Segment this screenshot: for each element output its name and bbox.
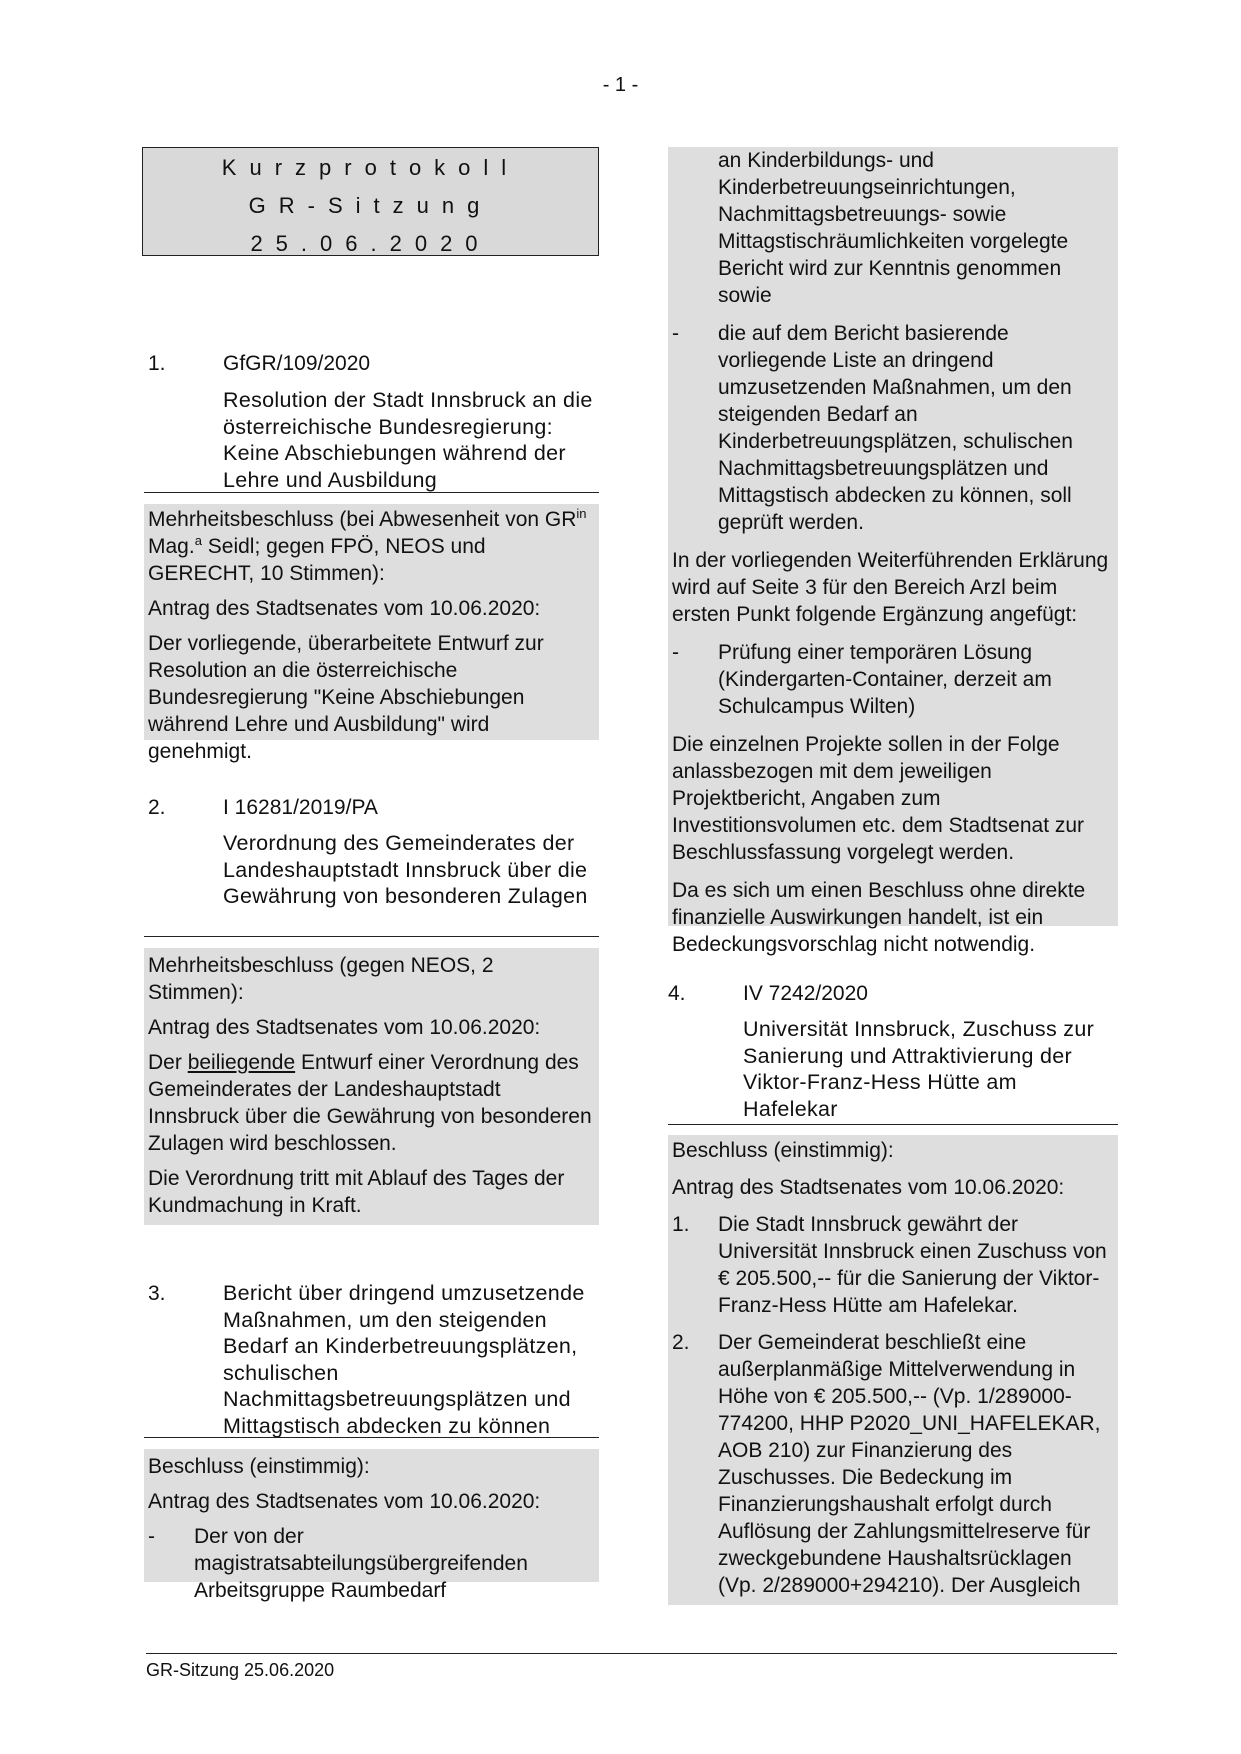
list-item: - Prüfung einer temporären Lösung (Kindergarten-Container, derzeit am Schulcampus Wilten)	[672, 641, 1052, 718]
item-code: GfGR/109/2020	[223, 352, 371, 375]
financial-text: Da es sich um einen Beschluss ohne direkte finanzielle Auswirkungen handelt, ist ein Bedeckungsvorschlag nicht notwendig.	[672, 879, 1086, 956]
decision-body-2: Die Verordnung tritt mit Ablauf des Tages der Kundmachung in Kraft.	[148, 1167, 565, 1217]
separator-rule	[144, 1437, 599, 1438]
decision-body: Der vorliegende, überarbeitete Entwurf zur Resolution an die österreichische Bundesregierung "Keine Abschiebungen während Lehre und Ausbildung" wird genehmigt.	[148, 632, 544, 763]
list-item: - Der von der magistratsabteilungsübergreifenden Arbeitsgruppe Raumbedarf	[148, 1525, 528, 1602]
decision-body: Der beiliegende Entwurf einer Verordnung des Gemeinderates der Landeshauptstadt Innsbruck über die Gewährung von besonderen Zulagen wird beschlossen.	[148, 1051, 592, 1155]
decision-text: Beschluss (einstimmig):	[148, 1455, 370, 1478]
list-item: 1. Die Stadt Innsbruck gewährt der Universität Innsbruck einen Zuschuss von € 205.500,-- für die Sanierung der Viktor-Franz-Hess Hütte am Hafelekar.	[672, 1213, 1107, 1317]
motion-text: Antrag des Stadtsenates vom 10.06.2020:	[148, 597, 541, 620]
title-line-1: Kurzprotokoll	[221, 155, 520, 180]
list-item-text: Prüfung einer temporären Lösung (Kindergarten-Container, derzeit am Schulcampus Wilten)	[718, 641, 1052, 718]
motion-text: Antrag des Stadtsenates vom 10.06.2020:	[672, 1176, 1065, 1199]
title-line-3: 25.06.2020	[250, 231, 491, 256]
decision-text: Mehrheitsbeschluss (bei Abwesenheit von $GR^{in}$ Mag.$^a$ Seidl; gegen FPÖ, NEOS und GERECHT, 10 Stimmen):	[148, 506, 587, 585]
left-column	[148, 0, 598, 1640]
item-number: 3.	[148, 1282, 166, 1305]
item-code: IV 7242/2020	[743, 982, 868, 1005]
list-item: - die auf dem Bericht basierende vorliegende Liste an dringend umzusetzenden Maßnahmen, um den steigenden Bedarf an Kinderbetreuungsplätzen, schulischen Nachmittagsbetreuungsplätzen und Mittagstisch abdecken zu können, soll geprüft werden.	[672, 322, 1073, 534]
separator-rule	[144, 936, 599, 937]
item-number: 1.	[148, 352, 166, 375]
page-number: - 1 -	[602, 74, 639, 96]
item-code: I 16281/2019/PA	[223, 796, 378, 819]
footer-rule	[146, 1653, 1117, 1654]
item-number: 2.	[148, 796, 166, 819]
item-topic: Verordnung des Gemeinderates der Landeshauptstadt Innsbruck über die Gewährung von besonderen Zulagen	[223, 831, 588, 908]
decision-block	[144, 504, 599, 763]
list-item-text: Der Gemeinderat beschließt eine außerplanmäßige Mittelverwendung in Höhe von € 205.500,-- (Vp. 1/289000-774200, HHP P2020_UNI_HAFELEKAR, AOB 210) zur Finanzierung des Zuschusses. Die Bedeckung im Finanzierungshaushalt erfolgt durch Auflösung der Zahlungsmittelreserve für zweckgebundene Haushaltsrücklagen (Vp. 2/289000+294210). Der Ausgleich	[718, 1331, 1101, 1597]
item-topic: Bericht über dringend umzusetzende Maßnahmen, um den steigenden Bedarf an Kinderbetreuungsplätzen, schulischen Nachmittagsbetreuungsplätzen und Mittagstisch abdecken zu können	[223, 1281, 585, 1438]
decision-block	[144, 948, 599, 1225]
list-item-text: Die Stadt Innsbruck gewährt der Universität Innsbruck einen Zuschuss von € 205.500,-- für die Sanierung der Viktor-Franz-Hess Hütte am Hafelekar.	[718, 1213, 1107, 1317]
decision-block-continued	[668, 147, 1118, 956]
footer-text: GR-Sitzung 25.06.2020	[146, 1660, 335, 1680]
right-column	[668, 0, 1118, 1640]
motion-text: Antrag des Stadtsenates vom 10.06.2020:	[148, 1016, 541, 1039]
list-item: 2. Der Gemeinderat beschließt eine außerplanmäßige Mittelverwendung in Höhe von € 205.500,-- (Vp. 1/289000-774200, HHP P2020_UNI_HAFELEKAR, AOB 210) zur Finanzierung des Zuschusses. Die Bedeckung im Finanzierungshaushalt erfolgt durch Auflösung der Zahlungsmittelreserve für zweckgebundene Haushaltsrücklagen (Vp. 2/289000+294210). Der Ausgleich	[672, 1331, 1101, 1597]
list-item-text: Der von der magistratsabteilungsübergreifenden Arbeitsgruppe Raumbedarf	[194, 1525, 528, 1602]
decision-block	[144, 1449, 599, 1602]
projects-text: Die einzelnen Projekte sollen in der Folge anlassbezogen mit dem jeweiligen Projektbericht, Angaben zum Investitionsvolumen etc. dem Stadtsenat zur Beschlussfassung vorgelegt werden.	[672, 733, 1085, 864]
item-topic: Resolution der Stadt Innsbruck an die österreichische Bundesregierung: Keine Abschiebungen während der Lehre und Ausbildung	[223, 388, 593, 492]
decision-text: Mehrheitsbeschluss (gegen NEOS, 2 Stimmen):	[148, 954, 494, 1004]
list-item-text-continued: an Kinderbildungs- und Kinderbetreuungseinrichtungen, Nachmittagsbetreuungs- sowie Mittagstischräumlichkeiten vorgelegte Bericht wird zur Kenntnis genommen sowie	[718, 149, 1069, 307]
item-topic: Universität Innsbruck, Zuschuss zur Sanierung und Attraktivierung der Viktor-Franz-Hess Hütte am Hafelekar	[743, 1017, 1095, 1121]
attachment-link[interactable]: beiliegende	[187, 1051, 296, 1074]
motion-text: Antrag des Stadtsenates vom 10.06.2020:	[148, 1490, 541, 1513]
decision-text: Beschluss (einstimmig):	[672, 1139, 894, 1162]
list-item-text: die auf dem Bericht basierende vorliegende Liste an dringend umzusetzenden Maßnahmen, um den steigenden Bedarf an Kinderbetreuungsplätzen, schulischen Nachmittagsbetreuungsplätzen und Mittagstisch abdecken zu können, soll geprüft werden.	[718, 322, 1073, 534]
supplement-text: In der vorliegenden Weiterführenden Erklärung wird auf Seite 3 für den Bereich Arzl beim ersten Punkt folgende Ergänzung angefügt:	[672, 549, 1109, 626]
separator-rule	[668, 1124, 1118, 1125]
item-number: 4.	[668, 982, 686, 1005]
title-line-2: GR-Sitzung	[248, 193, 493, 218]
separator-rule	[144, 492, 599, 493]
decision-block	[668, 1135, 1118, 1605]
